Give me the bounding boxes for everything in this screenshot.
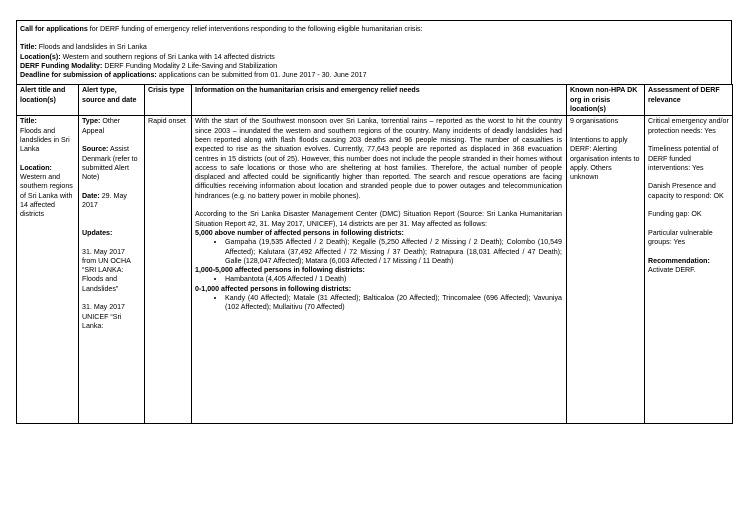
assessment-needs: Critical emergency and/or protection needs: Yes xyxy=(648,117,729,135)
header-information: Information on the humanitarian crisis and emergency relief needs xyxy=(192,85,567,116)
alert-type-line xyxy=(82,117,141,136)
modality-value: DERF Funding Modality 2 Life-Saving and Stabilization xyxy=(102,61,278,70)
alert-source-label: Source: xyxy=(82,145,109,154)
intentions-text: Intentions to apply DERF: Alerting organisation intents to apply. Others unknown xyxy=(570,135,640,182)
recommendation-value: Activate DERF. xyxy=(648,266,696,275)
district-list xyxy=(195,294,562,313)
alert-date-value: 29. May 2017 xyxy=(82,191,127,210)
call-for-applications-box xyxy=(16,20,732,84)
header-alert-type: Alert type, source and date xyxy=(79,85,145,116)
org-count: 9 organisations xyxy=(570,117,619,126)
list-item: • Gampaha (19,535 Affected / 2 Death); Kegalle (5,250 Affected / 2 Missing / 2 Death); Colombo (10,549 Affected); Kalutara (37,492 Affected / 72 Missing / 37 Death); Ratnapura (18,031 Affected / 47 Death); Galle (128,047 Affected); Matara (6,003 Affected / 17 Missing / 11 Death) xyxy=(225,238,562,266)
alert-location-label: Location: xyxy=(20,163,52,172)
alert-date-label: Date: xyxy=(82,191,100,200)
modality-label: DERF Funding Modality: xyxy=(20,61,103,70)
info-paragraph: According to the Sri Lanka Disaster Management Center (DMC) Situation Report (Source: Sri Lanka Humanitarian Situation Report #2, 31. May 2017, UNICEF), 14 districts are per 31. May affected as follows: xyxy=(195,210,562,228)
deadline-line xyxy=(20,71,728,80)
location-label: Location(s): xyxy=(20,52,61,61)
group-heading: 0-1,000 affected persons in following districts: xyxy=(195,284,352,293)
location-value: Western and southern regions of Sri Lanka with 14 affected districts xyxy=(60,52,275,61)
cell-known-orgs xyxy=(567,116,645,424)
alert-title-label: Title: xyxy=(20,117,37,126)
header-alert-title: Alert title and location(s) xyxy=(17,85,79,116)
header-known-orgs: Known non-HPA DK org in crisis location(s) xyxy=(567,85,645,116)
group-heading: 5,000 above number of affected persons in following districts: xyxy=(195,228,404,237)
document-page xyxy=(16,20,732,424)
deadline-value: applications can be submitted from 01. June 2017 - 30. June 2017 xyxy=(156,71,367,80)
assessment-presence: Danish Presence and capacity to respond: OK xyxy=(648,182,724,200)
group-heading: 1,000-5,000 affected persons in following districts: xyxy=(195,266,365,275)
info-paragraph: With the start of the Southwest monsoon over Sri Lanka, torrential rains – reported as the worst to hit the country since 2003 – inundated the western and southern regions of the country. Many incidents of deadly landslides had been reported along with flash floods causing 203 deaths and 96 people missing. The number of casualties is expected to rise as the situation evolves. Currently, 77,643 people are reported as displaced in 368 evacuation centres in 15 districts (out of 25). However, this number does not include the people stranded in their homes without access to safe locations or those who are sheltering at host families. Therefore, the actual number of people displaced and affected could be significantly higher than reported. The search and rescue operations are facing difficulties receiving information about location and stranded people due to power outages and telecommunication hindrances (e.g. no battery power in mobile phones). xyxy=(195,117,562,200)
modality-line xyxy=(20,62,728,71)
cell-information xyxy=(192,116,567,424)
updates-label: Updates: xyxy=(82,228,113,237)
header-assessment: Assessment of DERF relevance xyxy=(645,85,733,116)
assessment-funding-gap: Funding gap: OK xyxy=(648,210,702,219)
district-list xyxy=(195,238,562,266)
title-label: Title: xyxy=(20,43,37,52)
alert-source-value: Assist Denmark (refer to submitted Alert Note) xyxy=(82,145,138,182)
table-row xyxy=(17,116,733,424)
recommendation-label: Recommendation: xyxy=(648,256,710,265)
header-crisis-type: Crisis type xyxy=(145,85,192,116)
deadline-label: Deadline for submission of applications: xyxy=(20,71,157,80)
alert-type-label: Type: xyxy=(82,117,101,126)
alert-title-value: Floods and landslides in Sri Lanka xyxy=(20,126,70,154)
update-entry: 31. May 2017 from UN OCHA “SRI LANKA: Floods and Landslides” xyxy=(82,247,131,293)
assessment-timeliness: Timeliness potential of DERF funded interventions: Yes xyxy=(648,145,719,172)
cell-alert-type xyxy=(79,116,145,424)
alert-location-value: Western and southern regions of Sri Lanka with 14 affected districts xyxy=(20,173,73,219)
crisis-table xyxy=(16,84,733,424)
cell-assessment xyxy=(645,116,733,424)
title-value: Floods and landslides in Sri Lanka xyxy=(36,43,147,52)
call-text: for DERF funding of emergency relief interventions responding to the following eligible humanitarian crisis: xyxy=(87,25,423,33)
list-item: • Hambantota (4,405 Affected / 1 Death) xyxy=(225,275,562,284)
alert-type-value: Other Appeal xyxy=(82,117,121,135)
title-line xyxy=(20,43,728,52)
list-item: • Kandy (40 Affected); Matale (31 Affected); Balticaloa (20 Affected); Trincomalee (696 Affected); Vavuniya (102 Affected); Mullaitivu (70 Affected) xyxy=(225,294,562,313)
assessment-vulnerable: Particular vulnerable groups: Yes xyxy=(648,228,713,247)
cell-crisis-type: Rapid onset xyxy=(145,116,192,424)
update-entry: 31. May 2017 UNICEF “Sri Lanka: xyxy=(82,303,125,330)
location-line xyxy=(20,53,728,62)
call-line xyxy=(20,25,728,34)
call-label: Call for applications xyxy=(20,25,88,33)
alert-source-line xyxy=(82,145,141,182)
table-header-row xyxy=(17,85,733,116)
district-list xyxy=(195,275,562,284)
cell-alert-title xyxy=(17,116,79,424)
alert-date-line xyxy=(82,192,141,211)
